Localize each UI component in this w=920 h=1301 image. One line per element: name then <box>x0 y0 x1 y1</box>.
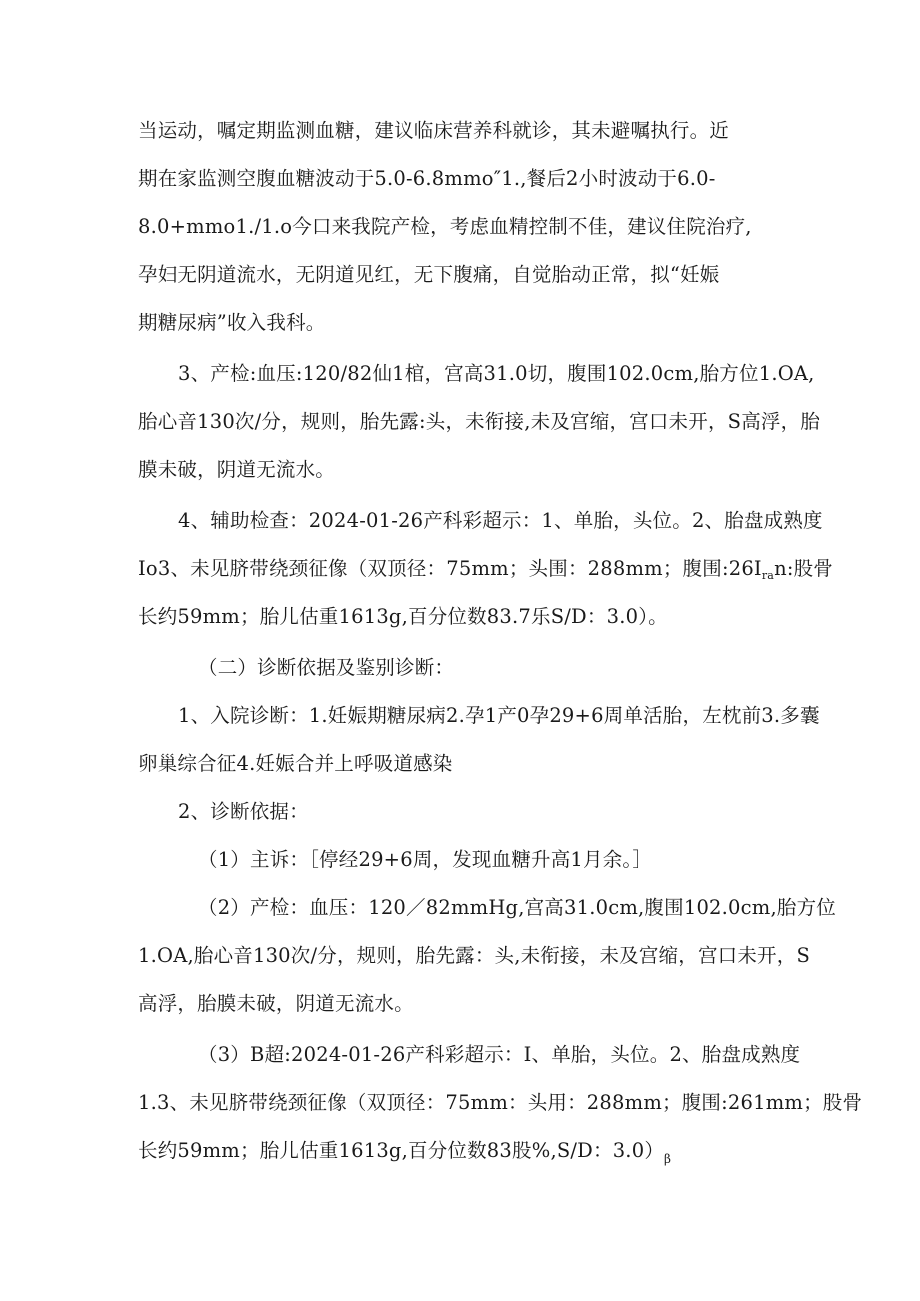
exam-line: 膜未破，阴道无流水。 <box>138 458 336 481</box>
diagnosis-line: 卵巢综合征4.妊娠合并上呼吸道感染 <box>138 752 453 775</box>
section-heading: （二）诊断依据及鉴别诊断： <box>198 656 455 679</box>
diagnosis-line: 1、入院诊断：1.妊娠期糖尿病2.孕1产0孕29+6周单活胎，左枕前3.多囊 <box>178 704 820 727</box>
aux-exam-line <box>138 556 833 589</box>
ultrasound-line: （3）B超:2024-01-26产科彩超示：I、单胎，头位。2、胎盘成熟度 <box>198 1043 801 1066</box>
aux-exam-line: 长约59mm；胎儿估重1613g,百分位数83.7乐S/D：3.0）。 <box>138 605 668 628</box>
aux-exam-text-tail: n:股骨 <box>774 557 833 580</box>
ultrasound-text: 长约59mm；胎儿估重1613g,百分位数83股%,S/D：3.0） <box>138 1139 665 1162</box>
checkup-line: 1.OA,胎心音130次/分，规则，胎先露：头,未衔接，未及宫缩，宫口未开，S <box>138 944 811 967</box>
checkup-line: （2）产检：血压：120／82mmHg,宫高31.0cm,腹围102.0cm,胎方位 <box>198 896 836 919</box>
complaint-line: （1）主诉：［停经29+6周，发现血糖升高1月余。］ <box>198 848 653 871</box>
basis-heading: 2、诊断依据： <box>178 800 309 823</box>
paragraph-line: 期在家监测空腹血糖波动于5.0-6.8mmo″1.,餐后2小时波动于6.0- <box>138 167 716 190</box>
checkup-line: 高浮，胎膜未破，阴道无流水。 <box>138 992 414 1015</box>
ultrasound-line: 1.3、未见脐带绕颈征像（双顶径：75mm：头用：288mm；腹围:261mm；股骨 <box>138 1091 863 1114</box>
exam-line: 3、产检:血压:120/82仙1棺，宫高31.0切，腹围102.0cm,胎方位1.OA, <box>178 362 815 385</box>
paragraph-line: 当运动，嘱定期监测血糖，建议临床营养科就诊，其未避嘱执行。近 <box>138 119 730 142</box>
aux-exam-line: 4、辅助检查：2024-01-26产科彩超示：1、单胎，头位。2、胎盘成熟度 <box>178 509 823 532</box>
aux-exam-text: Io3、未见脐带绕颈征像（双顶径：75mm；头围：288mm；腹围:26I <box>138 557 762 580</box>
paragraph-line: 8.0+mmo1./1.o今口来我院产检，考虑血精控制不佳，建议住院治疗, <box>138 215 752 238</box>
ultrasound-line <box>138 1138 671 1172</box>
exam-line: 胎心音130次/分，规则，胎先露:头，未衔接,未及宫缩，宫口未开，S高浮，胎 <box>138 410 821 433</box>
paragraph-line: 期糖尿病”收入我科。 <box>138 311 326 334</box>
aux-exam-subscript: ra <box>761 569 775 582</box>
stray-glyph: β <box>664 1152 672 1166</box>
paragraph-line: 孕妇无阴道流水，无阴道见红，无下腹痛，自觉胎动正常，拟“妊娠 <box>138 263 720 286</box>
